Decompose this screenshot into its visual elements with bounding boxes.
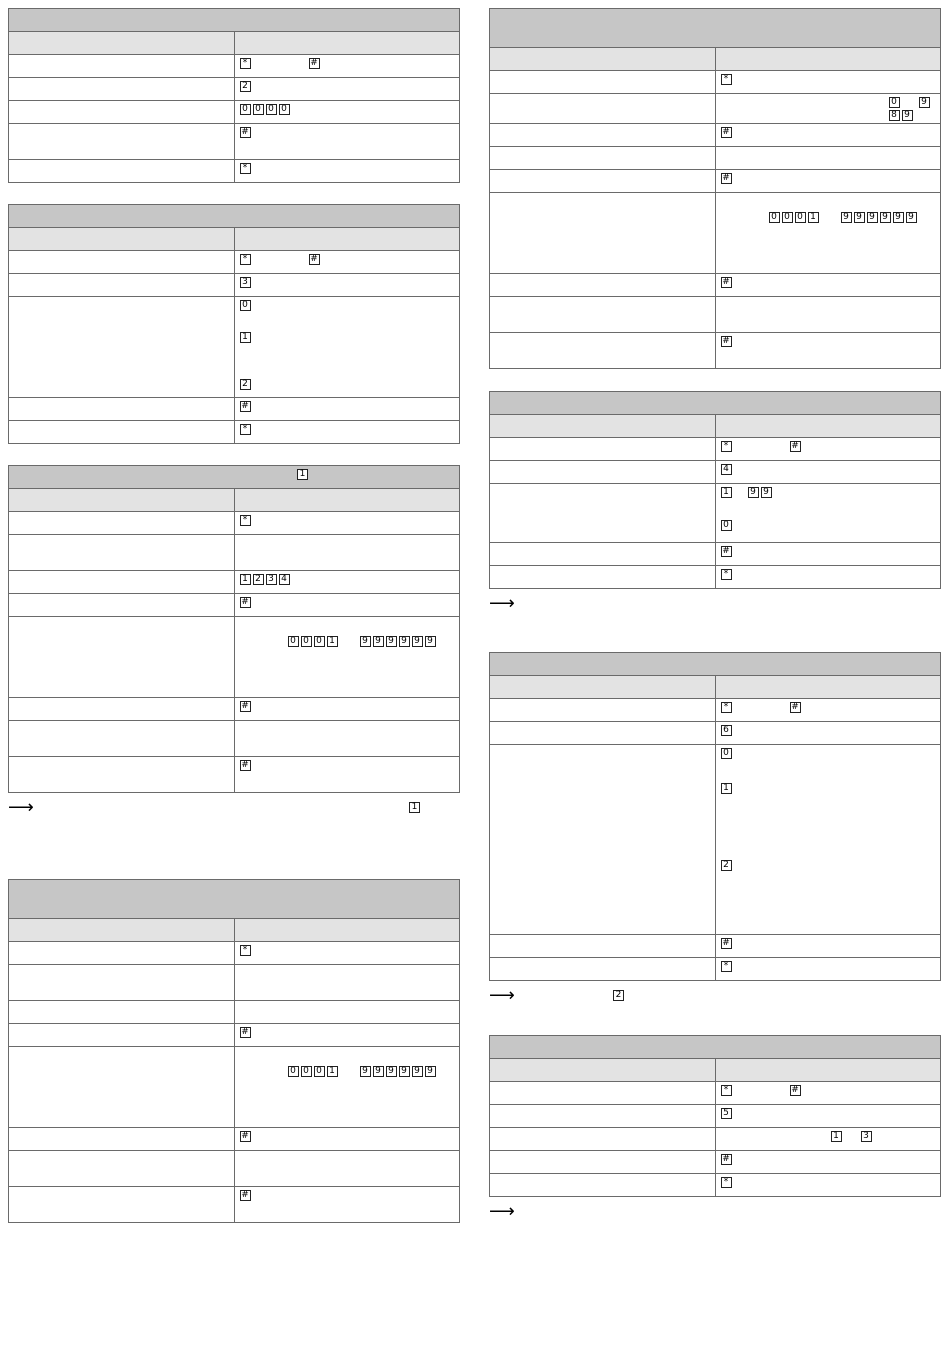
table-title-row bbox=[490, 9, 941, 48]
digit-2-key-icon: 2 bbox=[613, 990, 624, 1001]
table-row bbox=[490, 437, 941, 460]
table-r1 bbox=[489, 8, 941, 369]
star-key-icon: * bbox=[240, 424, 251, 435]
hash-key-icon: # bbox=[241, 1190, 249, 1201]
star-key-icon: * bbox=[240, 945, 251, 956]
digit-0-key-icon: 0 bbox=[240, 104, 251, 115]
table-row bbox=[490, 1127, 941, 1150]
table-row bbox=[9, 757, 460, 793]
table-header-row bbox=[490, 414, 941, 437]
digit-1-key-icon: 1 bbox=[409, 802, 420, 813]
right-column bbox=[489, 8, 941, 1221]
digit-4-key-icon: 4 bbox=[279, 574, 290, 585]
table-row bbox=[9, 297, 460, 398]
long-right-arrow-icon: ⟶ bbox=[489, 592, 515, 614]
table-row bbox=[9, 101, 460, 124]
digit-1-key-icon: 1 bbox=[327, 636, 338, 647]
table-row bbox=[9, 160, 460, 183]
table-row bbox=[9, 1047, 460, 1128]
digit-9-key-icon: 9 bbox=[386, 1066, 397, 1077]
hash-key-icon: # bbox=[241, 1131, 249, 1142]
digit-9-key-icon: 9 bbox=[360, 636, 371, 647]
hash-key-icon: # bbox=[241, 1027, 249, 1038]
table-row bbox=[490, 957, 941, 980]
digit-1-key-icon: 1 bbox=[327, 1066, 338, 1077]
table-row bbox=[490, 1173, 941, 1196]
star-key-icon: * bbox=[721, 74, 732, 85]
digit-1-key-icon: 1 bbox=[297, 469, 308, 480]
hash-key-icon: # bbox=[791, 440, 799, 451]
table-row bbox=[490, 71, 941, 94]
table-row bbox=[9, 78, 460, 101]
table-row bbox=[9, 1151, 460, 1187]
digit-3-key-icon: 3 bbox=[861, 1131, 872, 1142]
table-row bbox=[490, 1150, 941, 1173]
table-row bbox=[490, 296, 941, 332]
table-title-row bbox=[9, 205, 460, 228]
table-header-row bbox=[9, 489, 460, 512]
note-line bbox=[489, 1200, 941, 1222]
digit-0-key-icon: 0 bbox=[240, 300, 251, 311]
hash-key-icon: # bbox=[722, 276, 730, 287]
note-line bbox=[8, 797, 460, 818]
table-row bbox=[490, 123, 941, 146]
digit-4-key-icon: 4 bbox=[721, 464, 732, 475]
hash-key-icon: # bbox=[722, 937, 730, 948]
table-r3 bbox=[489, 652, 941, 981]
digit-9-key-icon: 9 bbox=[373, 636, 384, 647]
digit-9-key-icon: 9 bbox=[412, 636, 423, 647]
digit-9-key-icon: 9 bbox=[761, 487, 772, 498]
table-r4 bbox=[489, 1035, 941, 1197]
table-l2 bbox=[8, 204, 460, 444]
digit-9-key-icon: 9 bbox=[399, 1066, 410, 1077]
table-row bbox=[490, 146, 941, 169]
table-row bbox=[490, 1081, 941, 1104]
table-row bbox=[490, 698, 941, 721]
table-row bbox=[9, 698, 460, 721]
table-row bbox=[9, 617, 460, 698]
star-key-icon: * bbox=[240, 515, 251, 526]
table-row bbox=[9, 1187, 460, 1223]
hash-key-icon: # bbox=[310, 254, 318, 265]
long-right-arrow-icon: ⟶ bbox=[8, 797, 34, 818]
note-line bbox=[489, 592, 941, 614]
digit-9-key-icon: 9 bbox=[425, 1066, 436, 1077]
star-key-icon: * bbox=[240, 163, 251, 174]
hash-key-icon: # bbox=[310, 58, 318, 69]
hash-key-icon: # bbox=[722, 545, 730, 556]
table-title-row bbox=[490, 652, 941, 675]
digit-1-key-icon: 1 bbox=[240, 332, 251, 343]
left-column bbox=[8, 8, 460, 1223]
digit-3-key-icon: 3 bbox=[266, 574, 277, 585]
digit-0-key-icon: 0 bbox=[782, 212, 793, 223]
digit-0-key-icon: 0 bbox=[314, 1066, 325, 1077]
digit-0-key-icon: 0 bbox=[721, 520, 732, 531]
table-row bbox=[490, 934, 941, 957]
star-key-icon: * bbox=[721, 961, 732, 972]
star-key-icon: * bbox=[721, 1085, 732, 1096]
table-row bbox=[9, 535, 460, 571]
digit-0-key-icon: 0 bbox=[253, 104, 264, 115]
digit-9-key-icon: 9 bbox=[893, 212, 904, 223]
table-row bbox=[490, 273, 941, 296]
digit-0-key-icon: 0 bbox=[314, 636, 325, 647]
digit-0-key-icon: 0 bbox=[288, 636, 299, 647]
hash-key-icon: # bbox=[722, 172, 730, 183]
long-right-arrow-icon: ⟶ bbox=[489, 984, 515, 1006]
digit-1-key-icon: 1 bbox=[721, 487, 732, 498]
table-header-row bbox=[9, 228, 460, 251]
digit-0-key-icon: 0 bbox=[889, 97, 900, 108]
digit-1-key-icon: 1 bbox=[808, 212, 819, 223]
table-row bbox=[490, 192, 941, 273]
digit-0-key-icon: 0 bbox=[266, 104, 277, 115]
table-header-row bbox=[490, 48, 941, 71]
table-l3 bbox=[8, 465, 460, 793]
star-key-icon: * bbox=[240, 58, 251, 69]
table-row bbox=[9, 571, 460, 594]
table-header-row bbox=[490, 675, 941, 698]
table-title-row bbox=[9, 466, 460, 489]
table-row bbox=[9, 942, 460, 965]
table-row bbox=[490, 169, 941, 192]
digit-9-key-icon: 9 bbox=[906, 212, 917, 223]
table-l1 bbox=[8, 8, 460, 183]
digit-5-key-icon: 5 bbox=[721, 1108, 732, 1119]
digit-0-key-icon: 0 bbox=[769, 212, 780, 223]
table-row bbox=[490, 744, 941, 934]
digit-0-key-icon: 0 bbox=[279, 104, 290, 115]
digit-9-key-icon: 9 bbox=[854, 212, 865, 223]
table-row bbox=[9, 274, 460, 297]
digit-9-key-icon: 9 bbox=[373, 1066, 384, 1077]
hash-key-icon: # bbox=[722, 335, 730, 346]
table-row bbox=[9, 512, 460, 535]
digit-9-key-icon: 9 bbox=[412, 1066, 423, 1077]
digit-9-key-icon: 9 bbox=[748, 487, 759, 498]
digit-2-key-icon: 2 bbox=[253, 574, 264, 585]
table-row bbox=[490, 721, 941, 744]
table-header-row bbox=[9, 919, 460, 942]
table-row bbox=[9, 1001, 460, 1024]
table-row bbox=[9, 398, 460, 421]
digit-9-key-icon: 9 bbox=[399, 636, 410, 647]
digit-9-key-icon: 9 bbox=[386, 636, 397, 647]
table-title-row bbox=[490, 1035, 941, 1058]
long-right-arrow-icon: ⟶ bbox=[489, 1200, 515, 1222]
table-row bbox=[9, 55, 460, 78]
digit-2-key-icon: 2 bbox=[240, 81, 251, 92]
digit-9-key-icon: 9 bbox=[360, 1066, 371, 1077]
hash-key-icon: # bbox=[791, 701, 799, 712]
table-row bbox=[490, 483, 941, 542]
digit-0-key-icon: 0 bbox=[288, 1066, 299, 1077]
digit-9-key-icon: 9 bbox=[425, 636, 436, 647]
hash-key-icon: # bbox=[241, 127, 249, 138]
hash-key-icon: # bbox=[722, 126, 730, 137]
table-row bbox=[9, 251, 460, 274]
star-key-icon: * bbox=[721, 702, 732, 713]
table-row bbox=[9, 965, 460, 1001]
digit-2-key-icon: 2 bbox=[240, 379, 251, 390]
table-row bbox=[490, 565, 941, 588]
star-key-icon: * bbox=[240, 254, 251, 265]
digit-6-key-icon: 6 bbox=[721, 725, 732, 736]
hash-key-icon: # bbox=[722, 1153, 730, 1164]
note-line bbox=[489, 984, 941, 1006]
digit-9-key-icon: 9 bbox=[841, 212, 852, 223]
digit-9-key-icon: 9 bbox=[919, 97, 930, 108]
digit-9-key-icon: 9 bbox=[902, 110, 913, 121]
digit-0-key-icon: 0 bbox=[795, 212, 806, 223]
hash-key-icon: # bbox=[241, 760, 249, 771]
table-header-row bbox=[490, 1058, 941, 1081]
table-row bbox=[490, 332, 941, 368]
star-key-icon: * bbox=[721, 569, 732, 580]
hash-key-icon: # bbox=[241, 401, 249, 412]
star-key-icon: * bbox=[721, 1177, 732, 1188]
table-title-row bbox=[9, 880, 460, 919]
star-key-icon: * bbox=[721, 441, 732, 452]
table-header-row bbox=[9, 32, 460, 55]
table-row bbox=[490, 542, 941, 565]
table-row bbox=[9, 124, 460, 160]
table-row bbox=[9, 421, 460, 444]
hash-key-icon: # bbox=[791, 1084, 799, 1095]
digit-1-key-icon: 1 bbox=[721, 783, 732, 794]
hash-key-icon: # bbox=[241, 597, 249, 608]
table-r2 bbox=[489, 391, 941, 589]
digit-8-key-icon: 8 bbox=[889, 110, 900, 121]
table-l4 bbox=[8, 879, 460, 1223]
digit-9-key-icon: 9 bbox=[867, 212, 878, 223]
digit-1-key-icon: 1 bbox=[831, 1131, 842, 1142]
digit-0-key-icon: 0 bbox=[721, 748, 732, 759]
digit-0-key-icon: 0 bbox=[301, 636, 312, 647]
table-row bbox=[9, 1024, 460, 1047]
table-row bbox=[490, 1104, 941, 1127]
table-title-row bbox=[9, 9, 460, 32]
table-title-row bbox=[490, 391, 941, 414]
digit-1-key-icon: 1 bbox=[240, 574, 251, 585]
table-row bbox=[9, 721, 460, 757]
table-row bbox=[9, 594, 460, 617]
digit-2-key-icon: 2 bbox=[721, 860, 732, 871]
hash-key-icon: # bbox=[241, 701, 249, 712]
digit-3-key-icon: 3 bbox=[240, 277, 251, 288]
table-row bbox=[9, 1128, 460, 1151]
digit-0-key-icon: 0 bbox=[301, 1066, 312, 1077]
digit-9-key-icon: 9 bbox=[880, 212, 891, 223]
table-row bbox=[490, 94, 941, 124]
table-row bbox=[490, 460, 941, 483]
